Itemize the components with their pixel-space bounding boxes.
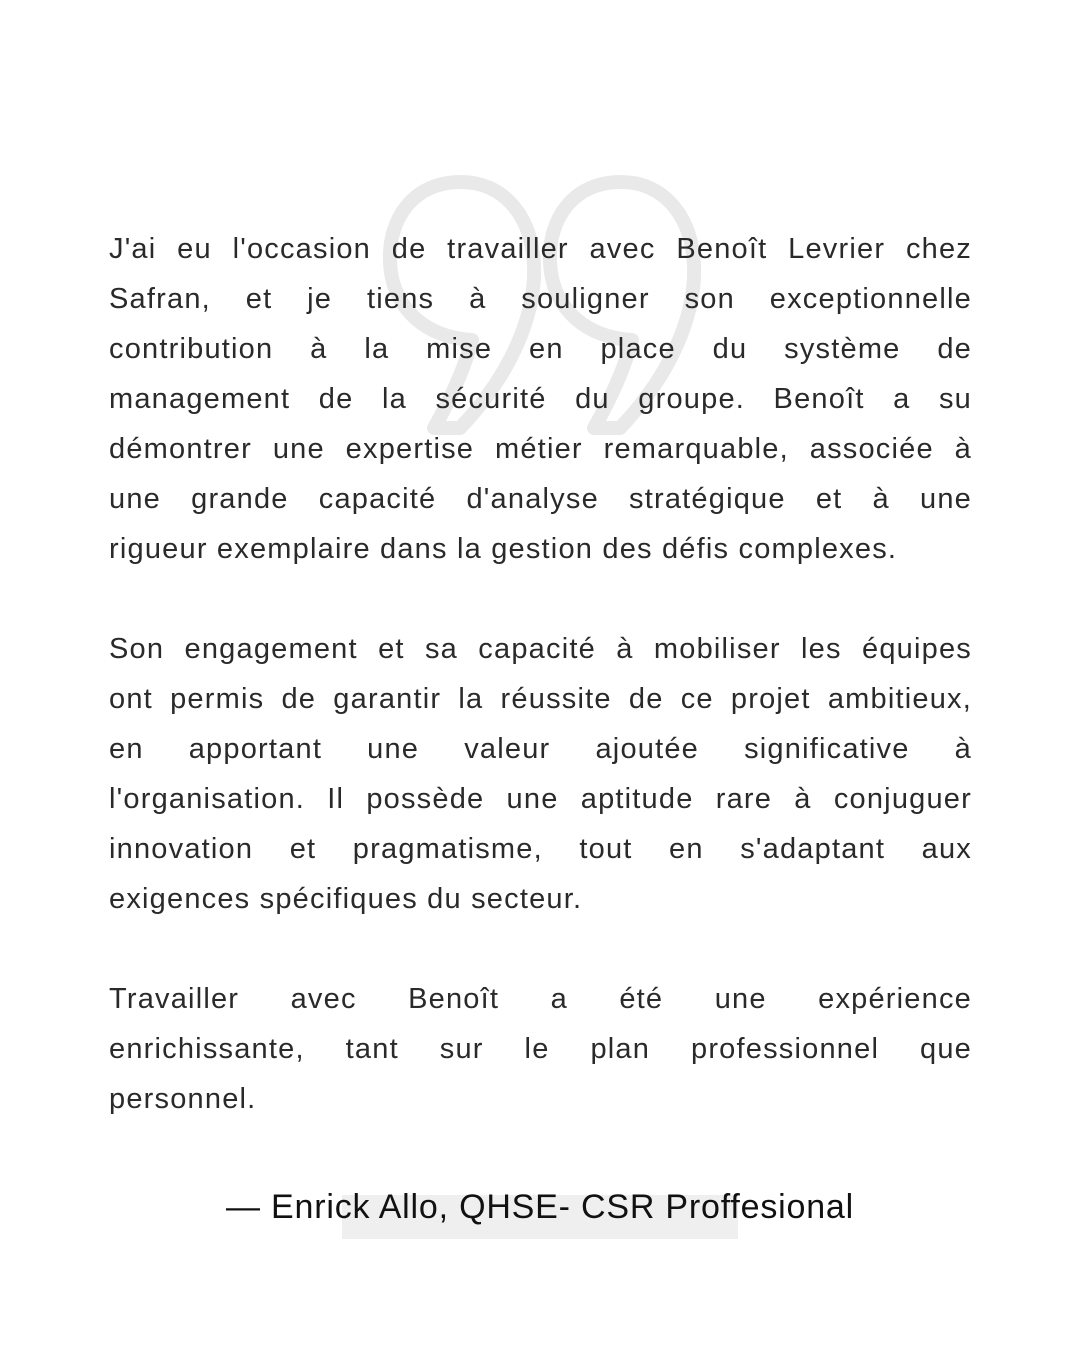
paragraph-1 (109, 224, 972, 574)
attribution-author: — Enrick Allo, QHSE- CSR Proffesional (226, 1188, 854, 1226)
paragraph-2 (109, 624, 972, 924)
text-line: en apportant une valeur ajoutée significative à (109, 733, 972, 765)
text-line: l'organisation. Il possède une aptitude rare à conjuguer (109, 783, 972, 815)
text-line: une grande capacité d'analyse stratégique et à une (109, 483, 972, 515)
text-line: exigences spécifiques du secteur. (109, 883, 583, 915)
text-line: enrichissante, tant sur le plan professionnel que (109, 1033, 972, 1065)
text-line: Son engagement et sa capacité à mobiliser les équipes (109, 633, 972, 665)
text-line: Travailler avec Benoît a été une expérience (109, 983, 972, 1015)
text-line: personnel. (109, 1083, 257, 1115)
paragraph-3 (109, 974, 972, 1124)
paragraph-spacer (109, 574, 972, 624)
text-line: contribution à la mise en place du système de (109, 333, 972, 365)
text-line: innovation et pragmatisme, tout en s'adaptant aux (109, 833, 972, 865)
text-line: Safran, et je tiens à souligner son exceptionnelle (109, 283, 972, 315)
paragraph-spacer (109, 924, 972, 974)
text-line: rigueur exemplaire dans la gestion des défis complexes. (109, 533, 898, 565)
attribution-block (0, 1183, 1080, 1243)
text-line: ont permis de garantir la réussite de ce projet ambitieux, (109, 683, 972, 715)
text-line: management de la sécurité du groupe. Benoît a su (109, 383, 972, 415)
testimonial-body (109, 224, 972, 1124)
text-line: J'ai eu l'occasion de travailler avec Benoît Levrier chez (109, 233, 972, 265)
text-line: démontrer une expertise métier remarquable, associée à (109, 433, 972, 465)
